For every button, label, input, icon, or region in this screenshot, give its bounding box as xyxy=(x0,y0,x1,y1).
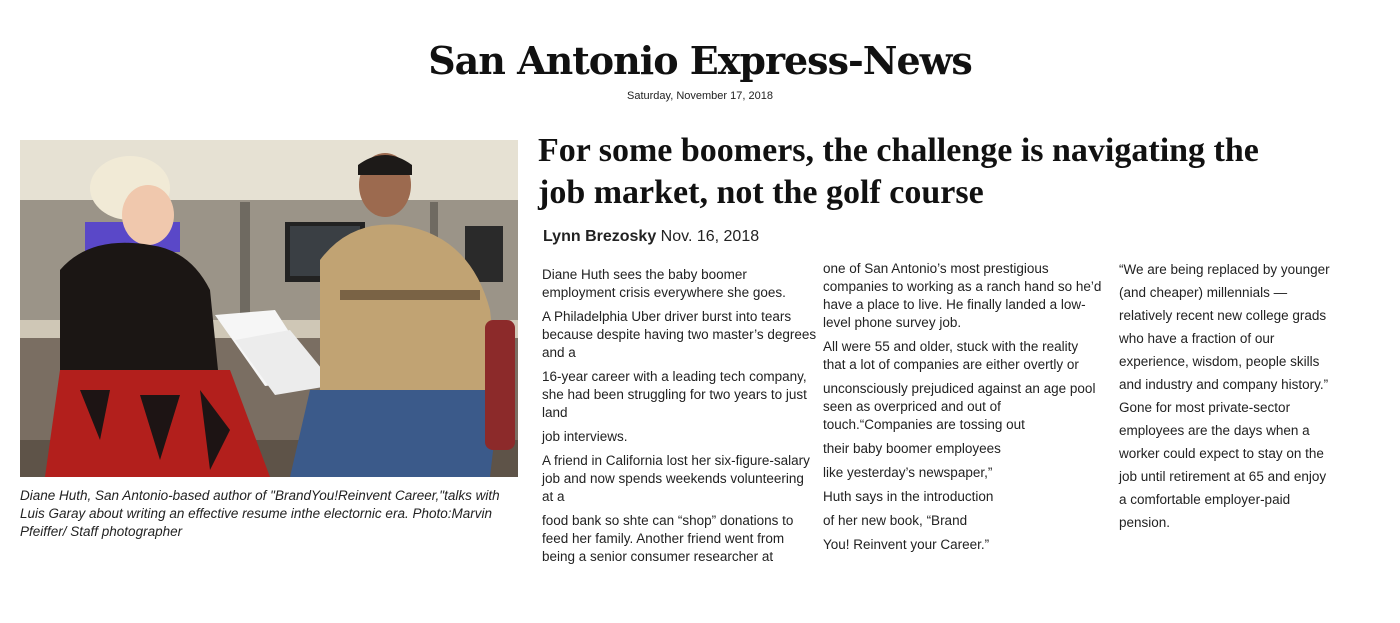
photo-caption: Diane Huth, San Antonio-based author of "BrandYou!Reinvent Career,"talks with Luis Garay about writing an effective resume inthe electornic era. Photo:Marvin Pfeiffer/ Staff photographer xyxy=(20,488,500,539)
article-column-1 xyxy=(542,266,817,572)
paragraph: You! Reinvent your Career.” xyxy=(823,537,990,552)
masthead xyxy=(0,38,1400,102)
paragraph: job interviews. xyxy=(542,429,628,444)
paragraph: their baby boomer employees xyxy=(823,441,1001,456)
paragraph: unconsciously prejudiced against an age pool seen as overpriced and out of touch.“Companies are tossing out xyxy=(823,381,1096,432)
newspaper-title: San Antonio Express-News xyxy=(428,38,972,83)
paragraph: Diane Huth sees the baby boomer employment crisis everywhere she goes. xyxy=(542,267,786,300)
byline xyxy=(543,228,759,246)
paragraph: All were 55 and older, stuck with the reality that a lot of companies are either overtly or xyxy=(823,339,1079,372)
byline-author: Lynn Brezosky xyxy=(543,228,657,245)
article-photo xyxy=(20,140,518,477)
article-headline: For some boomers, the challenge is navigating the job market, not the golf course xyxy=(538,132,1259,211)
paragraph: one of San Antonio’s most prestigious companies to working as a ranch hand so he’d have a place to live. He finally landed a low-level phone survey job. xyxy=(823,261,1102,330)
paragraph: Gone for most private-sector employees are the days when a worker could expect to stay on the job until retirement at 65 and enjoy a comfortable employer-paid pension. xyxy=(1119,400,1327,530)
paragraph: food bank so shte can “shop” donations to feed her family. Another friend went from being a senior consumer researcher at xyxy=(542,513,794,564)
paragraph: 16-year career with a leading tech company, she had been struggling for two years to just land xyxy=(542,369,807,420)
edition-date: Saturday, November 17, 2018 xyxy=(627,90,773,102)
article-column-3 xyxy=(1119,258,1334,534)
paragraph: of her new book, “Brand xyxy=(823,513,968,528)
article-column-2 xyxy=(823,260,1103,560)
paragraph: A friend in California lost her six-figure-salary job and now spends weekends volunteering at a xyxy=(542,453,810,504)
paragraph: Huth says in the introduction xyxy=(823,489,994,504)
paragraph: like yesterday’s newspaper,” xyxy=(823,465,993,480)
paragraph: A Philadelphia Uber driver burst into tears because despite having two master’s degrees and a xyxy=(542,309,817,360)
paragraph: “We are being replaced by younger (and cheaper) millennials — relatively recent new college grads who have a fraction of our experience, wisdom, people skills and industry and company history.” xyxy=(1119,262,1330,392)
byline-date: Nov. 16, 2018 xyxy=(660,228,760,245)
